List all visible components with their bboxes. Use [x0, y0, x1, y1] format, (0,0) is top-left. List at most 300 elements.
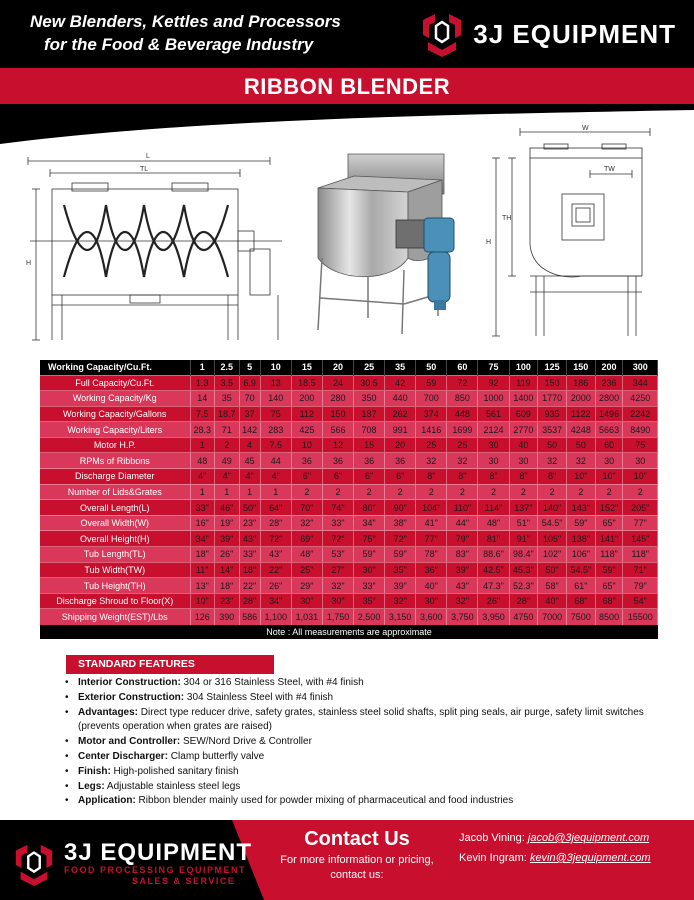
- contact-name: Kevin Ingram:: [459, 852, 527, 864]
- table-cell: 50: [566, 437, 595, 453]
- row-label: RPMs of Ribbons: [40, 453, 190, 469]
- tagline-line-1: New Blenders, Kettles and Processors: [30, 12, 341, 31]
- footer-logo-mark-icon: [12, 841, 56, 887]
- table-cell: 68": [566, 593, 595, 609]
- table-cell: 6": [291, 469, 322, 485]
- table-cell: 68": [595, 593, 623, 609]
- table-cell: 118": [595, 547, 623, 563]
- table-cell: 2124: [478, 422, 509, 438]
- capacity-header: 60: [447, 360, 478, 375]
- list-item: [62, 750, 662, 765]
- table-cell: 30: [478, 453, 509, 469]
- table-cell: 59": [595, 562, 623, 578]
- table-cell: 448: [447, 406, 478, 422]
- table-cell: 70": [291, 500, 322, 516]
- table-cell: 30: [623, 453, 658, 469]
- logo-mark-icon: [419, 10, 465, 58]
- table-cell: 1770: [538, 391, 567, 407]
- table-cell: 25: [416, 437, 447, 453]
- table-cell: 1,100: [260, 609, 291, 625]
- table-cell: 14": [215, 562, 240, 578]
- brand-name: 3J EQUIPMENT: [473, 18, 676, 49]
- table-cell: 1000: [478, 391, 509, 407]
- table-cell: 54.5": [566, 562, 595, 578]
- table-cell: 3,600: [416, 609, 447, 625]
- feature-text: Adjustable stainless steel legs: [104, 780, 241, 792]
- title-bar: [0, 68, 694, 104]
- dim-label-th: TH: [502, 215, 512, 222]
- table-cell: 50": [538, 562, 567, 578]
- product-photo: [292, 148, 472, 338]
- table-cell: 30": [322, 593, 353, 609]
- dim-label-tl: TL: [140, 166, 149, 173]
- table-cell: 71: [215, 422, 240, 438]
- capacity-header: 150: [566, 360, 595, 375]
- table-cell: 6": [354, 469, 385, 485]
- contact-line-kevin: [459, 852, 651, 864]
- table-row: [40, 578, 658, 594]
- dim-label-end-h: H: [486, 239, 492, 246]
- table-cell: 49: [215, 453, 240, 469]
- table-cell: 18": [190, 547, 215, 563]
- list-item: [62, 676, 662, 691]
- table-cell: 4": [190, 469, 215, 485]
- row-label: Motor H.P.: [40, 437, 190, 453]
- table-cell: 609: [509, 406, 538, 422]
- table-cell: 75: [623, 437, 658, 453]
- table-row: [40, 375, 658, 391]
- capacity-header: 35: [385, 360, 416, 375]
- table-cell: 1400: [509, 391, 538, 407]
- table-cell: 186: [566, 375, 595, 391]
- row-label: Tub Length(TL): [40, 547, 190, 563]
- list-item: [62, 765, 662, 780]
- table-cell: 59": [354, 547, 385, 563]
- footer-tagline-1: FOOD PROCESSING EQUIPMENT: [64, 865, 247, 875]
- table-cell: 1: [190, 484, 215, 500]
- table-cell: 126: [190, 609, 215, 625]
- table-cell: 45.3": [509, 562, 538, 578]
- list-item: [62, 691, 662, 706]
- table-row: [40, 500, 658, 516]
- table-cell: 4750: [509, 609, 538, 625]
- feature-text: High-polished sanitary finish: [110, 765, 239, 777]
- table-cell: 38": [385, 515, 416, 531]
- table-cell: 46": [215, 500, 240, 516]
- table-cell: 48: [190, 453, 215, 469]
- table-cell: 1: [190, 437, 215, 453]
- table-cell: 205": [623, 500, 658, 516]
- table-cell: 935: [538, 406, 567, 422]
- table-cell: 50: [538, 437, 567, 453]
- table-cell: 90": [385, 500, 416, 516]
- table-cell: 28": [509, 593, 538, 609]
- table-cell: 72": [260, 531, 291, 547]
- contact-email-link[interactable]: kevin@3jequipment.com: [529, 852, 651, 864]
- table-cell: 69": [291, 531, 322, 547]
- table-cell: 152": [595, 500, 623, 516]
- table-cell: 18.7: [215, 406, 240, 422]
- feature-text: 304 Stainless Steel with #4 finish: [184, 691, 334, 703]
- footer-brand-name: 3J EQUIPMENT: [64, 839, 253, 866]
- table-cell: 50": [239, 500, 260, 516]
- table-cell: 79": [447, 531, 478, 547]
- table-cell: 32": [385, 593, 416, 609]
- table-cell: 12: [322, 437, 353, 453]
- table-cell: 20: [385, 437, 416, 453]
- list-item: [62, 735, 662, 750]
- table-cell: 32": [322, 578, 353, 594]
- table-cell: 350: [354, 391, 385, 407]
- table-cell: 51": [509, 515, 538, 531]
- table-cell: 75": [354, 531, 385, 547]
- dim-label-tw: TW: [604, 166, 615, 173]
- spec-table-header-row: [40, 360, 658, 375]
- table-cell: 35: [215, 391, 240, 407]
- table-cell: 150: [538, 375, 567, 391]
- capacity-header: 2.5: [215, 360, 240, 375]
- row-label: Full Capacity/Cu.Ft.: [40, 375, 190, 391]
- row-label: Discharge Diameter: [40, 469, 190, 485]
- table-cell: 70: [239, 391, 260, 407]
- table-row: [40, 609, 658, 625]
- table-cell: 74": [322, 500, 353, 516]
- spec-table-body: [40, 375, 658, 625]
- table-cell: 4": [239, 469, 260, 485]
- table-cell: 10": [623, 469, 658, 485]
- table-cell: 43": [260, 547, 291, 563]
- table-cell: 77": [623, 515, 658, 531]
- row-label: Shipping Weight(EST)/Lbs: [40, 609, 190, 625]
- table-cell: 1,031: [291, 609, 322, 625]
- table-cell: 88.6": [478, 547, 509, 563]
- table-cell: 566: [322, 422, 353, 438]
- table-cell: 36: [322, 453, 353, 469]
- table-cell: 25: [447, 437, 478, 453]
- feature-label: Advantages:: [78, 706, 139, 718]
- table-cell: 280: [322, 391, 353, 407]
- table-cell: 28": [260, 515, 291, 531]
- table-cell: 61": [566, 578, 595, 594]
- table-row: [40, 531, 658, 547]
- row-label: Tub Width(TW): [40, 562, 190, 578]
- table-cell: 3537: [538, 422, 567, 438]
- row-label: Working Capacity/Gallons: [40, 406, 190, 422]
- table-cell: 65": [595, 578, 623, 594]
- header: [0, 0, 694, 68]
- table-cell: 48": [478, 515, 509, 531]
- table-cell: 145": [623, 531, 658, 547]
- capacity-header: 10: [260, 360, 291, 375]
- table-cell: 33": [239, 547, 260, 563]
- table-cell: 15500: [623, 609, 658, 625]
- list-item: [62, 794, 662, 809]
- table-row: [40, 406, 658, 422]
- tagline-line-2: for the Food & Beverage Industry: [44, 35, 314, 54]
- brand-logo: [419, 10, 676, 58]
- row-label: Overall Length(L): [40, 500, 190, 516]
- table-cell: 1416: [416, 422, 447, 438]
- table-cell: 143": [566, 500, 595, 516]
- capacity-header: 25: [354, 360, 385, 375]
- spec-header-label: Working Capacity/Cu.Ft.: [40, 360, 190, 375]
- table-cell: 2: [595, 484, 623, 500]
- table-cell: 28.3: [190, 422, 215, 438]
- table-cell: 2: [416, 484, 447, 500]
- table-cell: 2000: [566, 391, 595, 407]
- capacity-header: 20: [322, 360, 353, 375]
- table-cell: 43": [447, 578, 478, 594]
- row-label: Discharge Shroud to Floor(X): [40, 593, 190, 609]
- footer-tagline-2: SALES & SERVICE: [132, 876, 236, 886]
- table-cell: 374: [416, 406, 447, 422]
- table-cell: 60: [595, 437, 623, 453]
- table-cell: 32: [566, 453, 595, 469]
- table-cell: 2: [509, 484, 538, 500]
- table-cell: 18": [239, 562, 260, 578]
- table-cell: 32: [416, 453, 447, 469]
- table-cell: 2770: [509, 422, 538, 438]
- row-label: Tub Height(TH): [40, 578, 190, 594]
- table-cell: 104": [416, 500, 447, 516]
- footer-brand-text: [64, 841, 252, 887]
- table-cell: 4: [239, 437, 260, 453]
- table-cell: 36: [291, 453, 322, 469]
- table-cell: 2,500: [354, 609, 385, 625]
- end-view-drawing: [482, 124, 662, 344]
- table-cell: 30": [291, 593, 322, 609]
- table-cell: 1.3: [190, 375, 215, 391]
- table-cell: 7.5: [260, 437, 291, 453]
- table-cell: 44: [260, 453, 291, 469]
- table-cell: 30": [416, 593, 447, 609]
- table-cell: 13": [190, 578, 215, 594]
- table-cell: 71": [623, 562, 658, 578]
- table-cell: 140": [538, 500, 567, 516]
- table-cell: 2: [291, 484, 322, 500]
- table-cell: 25": [291, 562, 322, 578]
- table-cell: 850: [447, 391, 478, 407]
- table-cell: 8": [509, 469, 538, 485]
- features-heading: STANDARD FEATURES: [66, 655, 274, 674]
- table-cell: 29": [291, 578, 322, 594]
- table-cell: 35": [385, 562, 416, 578]
- table-cell: 53": [322, 547, 353, 563]
- table-cell: 72": [385, 531, 416, 547]
- contact-email-link[interactable]: jacob@3jequipment.com: [527, 832, 650, 844]
- table-cell: 150: [322, 406, 353, 422]
- table-cell: 32": [291, 515, 322, 531]
- table-cell: 36: [354, 453, 385, 469]
- table-cell: 33": [354, 578, 385, 594]
- feature-label: Interior Construction:: [78, 677, 181, 688]
- table-cell: 40": [538, 593, 567, 609]
- table-cell: 15: [354, 437, 385, 453]
- table-cell: 54.5": [538, 515, 567, 531]
- table-cell: 33": [190, 500, 215, 516]
- table-row: [40, 547, 658, 563]
- table-cell: 2: [215, 437, 240, 453]
- table-cell: 30: [509, 453, 538, 469]
- table-cell: 34": [190, 531, 215, 547]
- table-cell: 10: [291, 437, 322, 453]
- feature-label: Center Discharger:: [78, 750, 169, 762]
- table-cell: 1699: [447, 422, 478, 438]
- table-cell: 6.9: [239, 375, 260, 391]
- capacity-header: 5: [239, 360, 260, 375]
- table-cell: 137": [509, 500, 538, 516]
- table-cell: 26": [260, 578, 291, 594]
- table-cell: 59": [385, 547, 416, 563]
- table-row: [40, 562, 658, 578]
- table-cell: 26": [478, 593, 509, 609]
- table-cell: 32: [538, 453, 567, 469]
- feature-text: 304 or 316 Stainless Steel, with #4 finish: [180, 677, 364, 688]
- dim-label-w: W: [582, 125, 589, 132]
- table-cell: 141": [595, 531, 623, 547]
- table-cell: 700: [416, 391, 447, 407]
- contact-name: Jacob Vining:: [459, 832, 525, 844]
- table-cell: 2: [538, 484, 567, 500]
- table-cell: 33": [322, 515, 353, 531]
- table-cell: 47.3": [478, 578, 509, 594]
- row-label: Number of Lids&Grates: [40, 484, 190, 500]
- table-cell: 3,150: [385, 609, 416, 625]
- table-cell: 35": [354, 593, 385, 609]
- table-cell: 24: [322, 375, 353, 391]
- side-view-drawing: [22, 145, 290, 345]
- table-cell: 34": [354, 515, 385, 531]
- table-cell: 59": [566, 515, 595, 531]
- table-cell: 2: [447, 484, 478, 500]
- table-row: [40, 515, 658, 531]
- table-cell: 425: [291, 422, 322, 438]
- table-cell: 236: [595, 375, 623, 391]
- table-cell: 72": [322, 531, 353, 547]
- table-cell: 18": [215, 578, 240, 594]
- feature-text: Direct type reducer drive, safety grates, stainless steel solid shafts, split ping seals, air purge, safety limit switches (prevents operation when grates are raised): [78, 706, 644, 733]
- table-cell: 140: [260, 391, 291, 407]
- table-cell: 44": [447, 515, 478, 531]
- tagline: [30, 10, 341, 56]
- dim-label-h: H: [26, 260, 32, 267]
- table-cell: 2: [478, 484, 509, 500]
- table-cell: 42.5": [478, 562, 509, 578]
- table-cell: 4250: [623, 391, 658, 407]
- table-cell: 8": [447, 469, 478, 485]
- table-cell: 28": [239, 593, 260, 609]
- table-cell: 11": [190, 562, 215, 578]
- table-cell: 106": [566, 547, 595, 563]
- table-cell: 80": [354, 500, 385, 516]
- capacity-header: 200: [595, 360, 623, 375]
- table-cell: 39": [215, 531, 240, 547]
- table-cell: 7500: [566, 609, 595, 625]
- table-cell: 72: [447, 375, 478, 391]
- table-cell: 39": [447, 562, 478, 578]
- feature-text: SEW/Nord Drive & Controller: [180, 736, 312, 748]
- table-cell: 1: [260, 484, 291, 500]
- table-cell: 30: [478, 437, 509, 453]
- table-cell: 45: [239, 453, 260, 469]
- page-title: RIBBON BLENDER: [243, 74, 451, 99]
- contact-line-jacob: [459, 832, 649, 844]
- table-cell: 79": [623, 578, 658, 594]
- table-cell: 440: [385, 391, 416, 407]
- table-cell: 102": [538, 547, 567, 563]
- table-cell: 1: [215, 484, 240, 500]
- row-label: Overall Width(W): [40, 515, 190, 531]
- feature-label: Motor and Controller:: [78, 736, 181, 748]
- table-cell: 22": [260, 562, 291, 578]
- table-cell: 43": [239, 531, 260, 547]
- table-cell: 708: [354, 422, 385, 438]
- capacity-header: 50: [416, 360, 447, 375]
- table-cell: 390: [215, 609, 240, 625]
- table-cell: 36": [416, 562, 447, 578]
- table-cell: 8": [416, 469, 447, 485]
- table-cell: 10": [190, 593, 215, 609]
- table-cell: 8": [478, 469, 509, 485]
- capacity-header: 15: [291, 360, 322, 375]
- capacity-header: 300: [623, 360, 658, 375]
- table-cell: 41": [416, 515, 447, 531]
- table-cell: 7.5: [190, 406, 215, 422]
- table-cell: 2: [354, 484, 385, 500]
- table-cell: 1496: [595, 406, 623, 422]
- table-cell: 65": [595, 515, 623, 531]
- table-cell: 2242: [623, 406, 658, 422]
- list-item: [62, 780, 662, 795]
- table-cell: 1: [239, 484, 260, 500]
- table-cell: 64": [260, 500, 291, 516]
- capacity-header: 1: [190, 360, 215, 375]
- table-cell: 4": [260, 469, 291, 485]
- table-cell: 105": [538, 531, 567, 547]
- feature-label: Finish:: [78, 765, 111, 777]
- table-cell: 6": [322, 469, 353, 485]
- list-item: [62, 706, 662, 736]
- feature-label: Legs:: [78, 780, 105, 792]
- table-cell: 8500: [595, 609, 623, 625]
- table-cell: 48": [291, 547, 322, 563]
- table-cell: 10": [566, 469, 595, 485]
- table-cell: 42: [385, 375, 416, 391]
- table-cell: 77": [416, 531, 447, 547]
- contact-subtitle: For more information or pricing, contact us:: [280, 854, 434, 881]
- table-cell: 92: [478, 375, 509, 391]
- table-cell: 2800: [595, 391, 623, 407]
- table-cell: 59: [416, 375, 447, 391]
- table-cell: 40": [416, 578, 447, 594]
- table-cell: 2: [566, 484, 595, 500]
- table-cell: 112: [291, 406, 322, 422]
- contact-title: Contact Us: [304, 828, 410, 850]
- table-cell: 344: [623, 375, 658, 391]
- table-cell: 1,750: [322, 609, 353, 625]
- table-cell: 991: [385, 422, 416, 438]
- table-cell: 2: [385, 484, 416, 500]
- table-cell: 7000: [538, 609, 567, 625]
- table-cell: 19": [215, 515, 240, 531]
- table-cell: 110": [447, 500, 478, 516]
- table-cell: 39": [385, 578, 416, 594]
- table-cell: 58": [538, 578, 567, 594]
- table-cell: 32: [447, 453, 478, 469]
- feature-label: Application:: [78, 795, 136, 807]
- table-cell: 30.5: [354, 375, 385, 391]
- table-cell: 36: [385, 453, 416, 469]
